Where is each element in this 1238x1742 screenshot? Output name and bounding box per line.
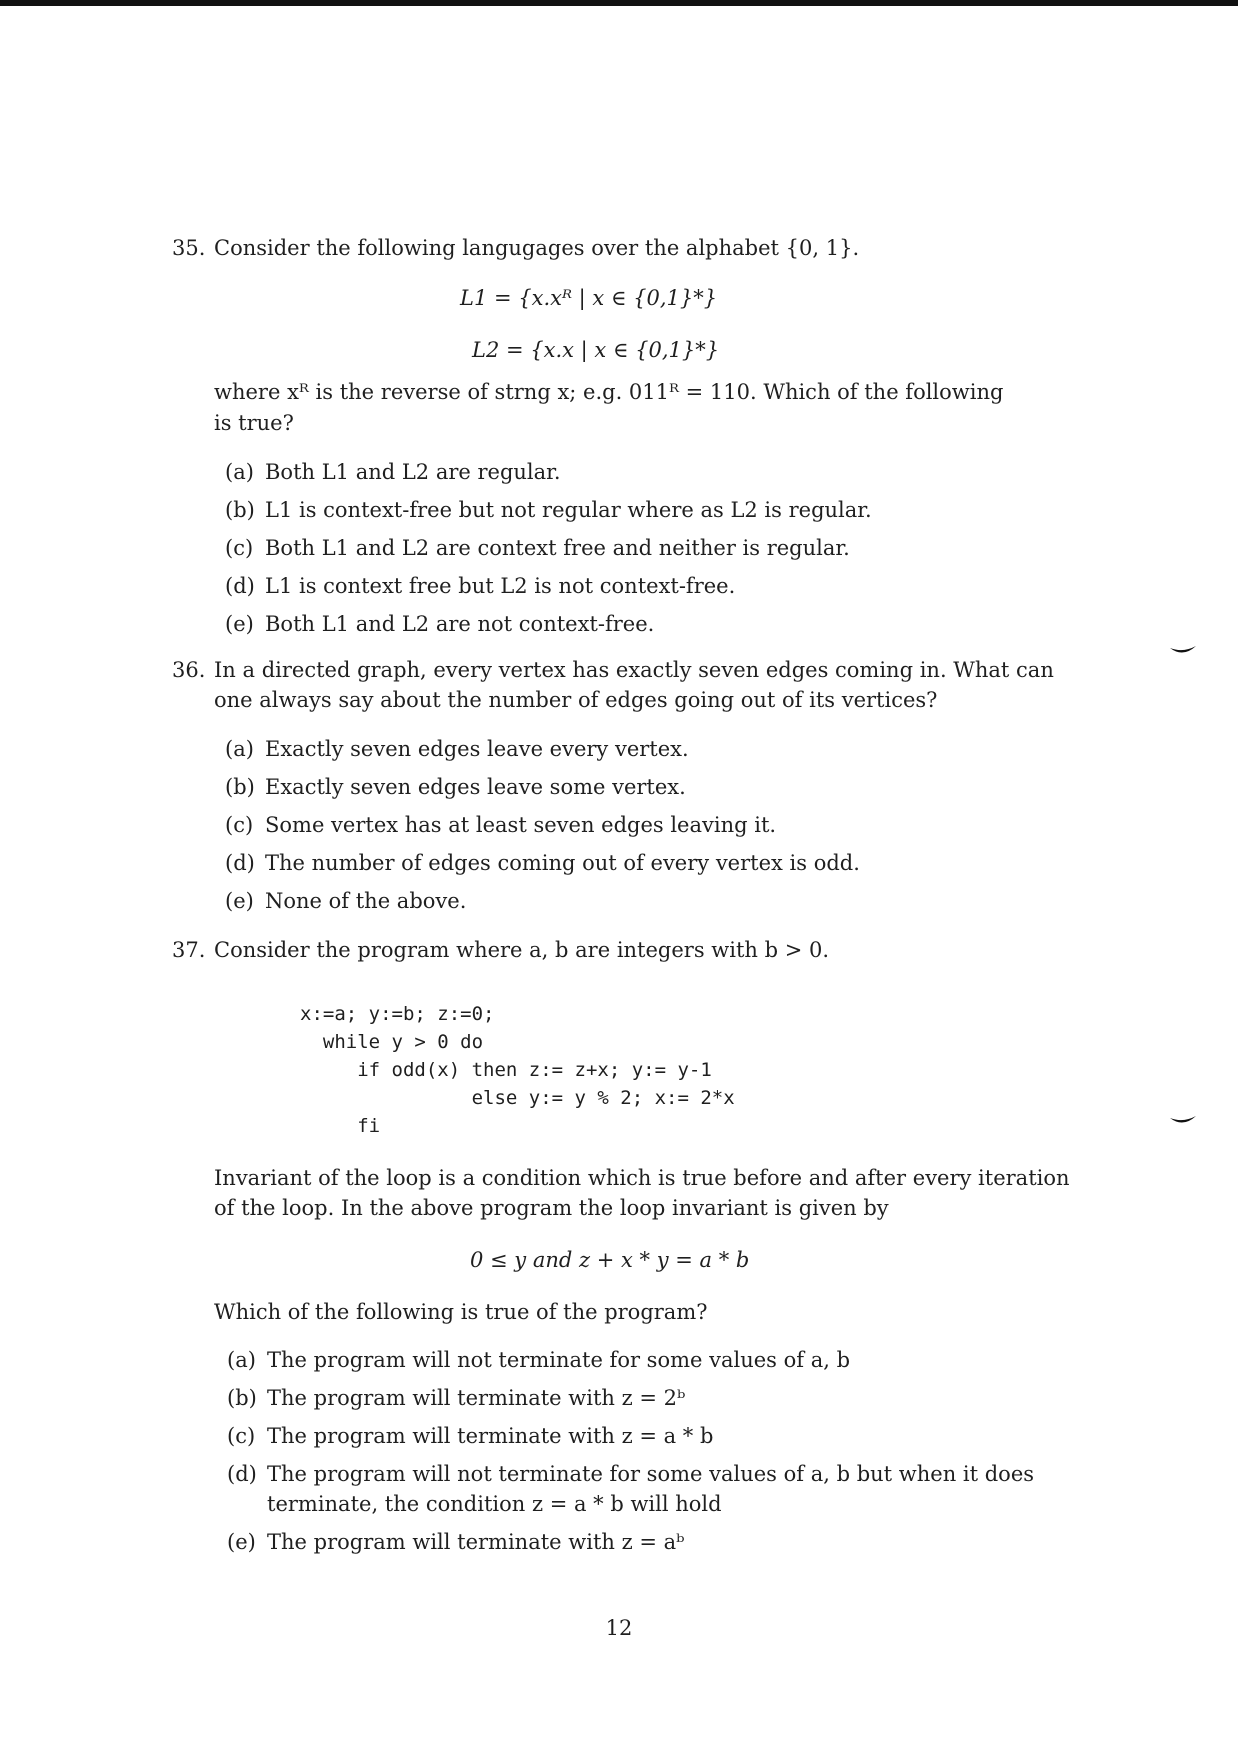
code-line-4: else y:= y % 2; x:= 2*x xyxy=(300,1087,735,1109)
code-line-1: x:=a; y:=b; z:=0; xyxy=(300,1003,495,1025)
q36-option-b[interactable]: (b) Exactly seven edges leave some vertex. xyxy=(225,775,686,799)
q36-option-c[interactable]: (c) Some vertex has at least seven edges leaving it. xyxy=(225,813,777,837)
q37-invariant-paragraph-line1: Invariant of the loop is a condition which is true before and after every iteration xyxy=(214,1166,1070,1190)
q36-stem-line1: In a directed graph, every vertex has exactly seven edges coming in. What can xyxy=(214,658,1054,682)
code-line-5: fi xyxy=(300,1115,381,1137)
q37-option-d-continuation: terminate, the condition z = a * b will hold xyxy=(267,1492,722,1516)
q35-equation-l1: L1 = {x.xᴿ | x ∈ {0,1}*} xyxy=(460,286,718,310)
q37-option-b[interactable]: (b) The program will terminate with z = 2ᵇ xyxy=(227,1386,686,1410)
q35-number: 35. xyxy=(172,236,206,260)
q35-explanation-line2: is true? xyxy=(214,411,294,435)
q36-option-e[interactable]: (e) None of the above. xyxy=(225,889,467,913)
q36-stem-line2: one always say about the number of edges going out of its vertices? xyxy=(214,688,938,712)
q37-question: Which of the following is true of the program? xyxy=(214,1300,708,1324)
scan-margin-mark xyxy=(1168,644,1198,658)
code-line-3: if odd(x) then z:= z+x; y:= y-1 xyxy=(300,1059,712,1081)
code-line-2: while y > 0 do xyxy=(300,1031,484,1053)
q37-option-c[interactable]: (c) The program will terminate with z = a * b xyxy=(227,1424,714,1448)
q35-option-a[interactable]: (a) Both L1 and L2 are regular. xyxy=(225,460,561,484)
q36-number: 36. xyxy=(172,658,206,682)
q35-option-c[interactable]: (c) Both L1 and L2 are context free and neither is regular. xyxy=(225,536,850,560)
page-number: 12 xyxy=(605,1616,633,1640)
q35-option-e[interactable]: (e) Both L1 and L2 are not context-free. xyxy=(225,612,655,636)
q37-option-d[interactable]: (d) The program will not terminate for some values of a, b but when it does xyxy=(227,1462,1035,1486)
q35-equation-l2: L2 = {x.x | x ∈ {0,1}*} xyxy=(472,338,720,362)
scan-top-border xyxy=(0,0,1238,6)
q37-invariant-paragraph-line2: of the loop. In the above program the loop invariant is given by xyxy=(214,1196,889,1220)
q36-option-d[interactable]: (d) The number of edges coming out of every vertex is odd. xyxy=(225,851,860,875)
q37-option-a[interactable]: (a) The program will not terminate for some values of a, b xyxy=(227,1348,851,1372)
q37-stem: Consider the program where a, b are integers with b > 0. xyxy=(214,938,830,962)
q36-option-a[interactable]: (a) Exactly seven edges leave every vertex. xyxy=(225,737,689,761)
scan-margin-mark xyxy=(1168,1114,1198,1128)
q37-number: 37. xyxy=(172,938,206,962)
q37-invariant: 0 ≤ y and z + x * y = a * b xyxy=(470,1248,750,1272)
q35-option-b[interactable]: (b) L1 is context-free but not regular where as L2 is regular. xyxy=(225,498,872,522)
q35-explanation-line1: where xᴿ is the reverse of strng x; e.g. 011ᴿ = 110. Which of the following xyxy=(214,380,1004,404)
q37-option-e[interactable]: (e) The program will terminate with z = aᵇ xyxy=(227,1530,685,1554)
q35-option-d[interactable]: (d) L1 is context free but L2 is not context-free. xyxy=(225,574,736,598)
q35-stem: Consider the following langugages over the alphabet {0, 1}. xyxy=(214,236,860,260)
